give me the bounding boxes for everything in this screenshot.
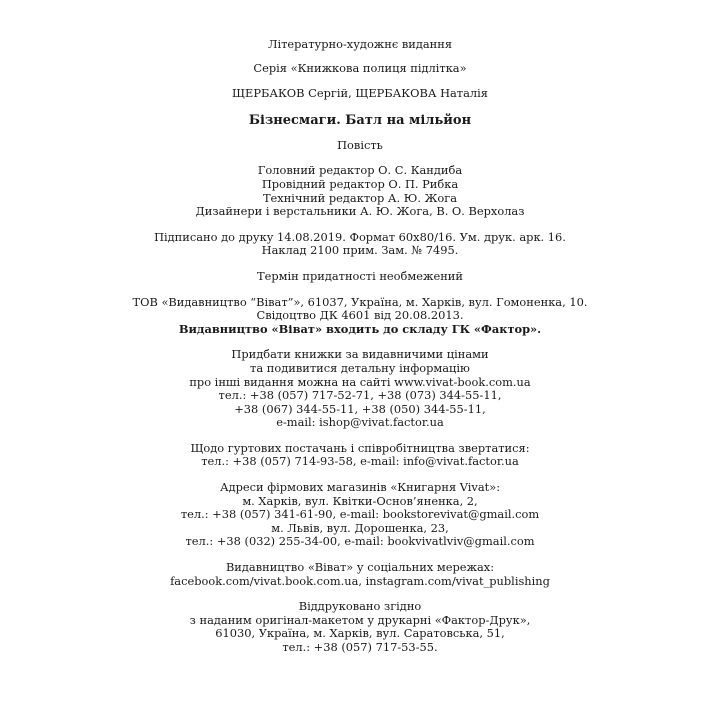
book-title (0, 113, 720, 129)
editor-line: Провідний редактор О. П. Рибка (261, 176, 459, 191)
social-line: Видавництво «Віват» у соціальних мережах: (225, 560, 495, 575)
stores-line: Адреси фірмових магазинів «Книгарня Vivat»: (219, 480, 501, 495)
editor-line: Дизайнери і верстальники А. Ю. Жога, В. О. Верхолаз (195, 204, 525, 219)
wholesale-line: тел.: +38 (057) 714-93-58, e-mail: info@vivat.factor.ua (201, 454, 519, 469)
genre-text: Літературно-художнє видання (267, 37, 453, 51)
printer-line: з наданим оригінал-макетом у друкарні «Фактор-Друк», (189, 612, 531, 627)
editor-line: Технічний редактор А. Ю. Жога (262, 190, 458, 205)
validity-line (0, 270, 720, 284)
buy-info-line: тел.: +38 (057) 717-52-71, +38 (073) 344-55-11, (218, 388, 502, 403)
editors-block (0, 164, 720, 218)
genre-line (0, 38, 720, 52)
stores-line: м. Львів, вул. Дорошенка, 23, (271, 520, 449, 535)
buy-info-line: та подивитися детальну інформацію (250, 360, 470, 375)
series-line (0, 62, 720, 76)
printer-line: тел.: +38 (057) 717-53-55. (282, 640, 438, 654)
buy-info-line: e-mail: ishop@vivat.factor.ua (276, 415, 444, 430)
authors-line (0, 87, 720, 101)
buy-info-line: +38 (067) 344-55-11, +38 (050) 344-55-11, (234, 401, 486, 416)
publisher-group: Видавництво «Віват» входить до складу ГК «Фактор». (178, 321, 542, 336)
buy-info-line: Придбати книжки за видавничими цінами (231, 347, 489, 362)
book-title-text: Бізнесмаги. Батл на мільйон (248, 112, 472, 128)
stores-line: тел.: +38 (057) 341-61-90, e-mail: bookstorevivat@gmail.com (180, 507, 540, 522)
print-info-line: Підписано до друку 14.08.2019. Формат 60x80/16. Ум. друк. арк. 16. (154, 229, 566, 244)
printer-line: 61030, Україна, м. Харків, вул. Саратовська, 51, (215, 626, 505, 641)
validity-text: Термін придатності необмежений (257, 268, 463, 283)
stores-line: м. Харків, вул. Квітки-Основ’яненка, 2, (242, 493, 478, 508)
book-form (0, 139, 720, 153)
series-text: Серія «Книжкова полиця підлітка» (253, 60, 467, 75)
stores-block (0, 481, 720, 549)
publisher-address: ТОВ «Видавництво “Віват”», 61037, Україна, м. Харків, вул. Гомоненка, 10. (132, 294, 588, 309)
printer-block (0, 600, 720, 654)
authors-text: ЩЕРБАКОВ Сергій, ЩЕРБАКОВА Наталія (232, 86, 488, 101)
printer-line: Віддруковано згідно (298, 599, 422, 614)
publisher-block (0, 296, 720, 337)
social-line: facebook.com/vivat.book.com.ua, instagram.com/vivat_publishing (170, 573, 550, 588)
editor-line: Головний редактор О. С. Кандиба (257, 163, 463, 178)
book-form-text: Повість (337, 137, 383, 152)
wholesale-line: Щодо гуртових постачань і співробітництва звертатися: (190, 440, 530, 455)
stores-line: тел.: +38 (032) 255-34-00, e-mail: bookvivatlviv@gmail.com (185, 534, 535, 549)
buy-info-block (0, 348, 720, 430)
buy-info-line: про інші видання можна на сайті www.vivat-book.com.ua (189, 374, 531, 389)
wholesale-block (0, 442, 720, 469)
publisher-certificate: Свідоцтво ДК 4601 від 20.08.2013. (256, 308, 464, 323)
print-info-line: Наклад 2100 прим. Зам. № 7495. (261, 243, 459, 258)
print-info-block (0, 231, 720, 258)
social-block (0, 561, 720, 588)
